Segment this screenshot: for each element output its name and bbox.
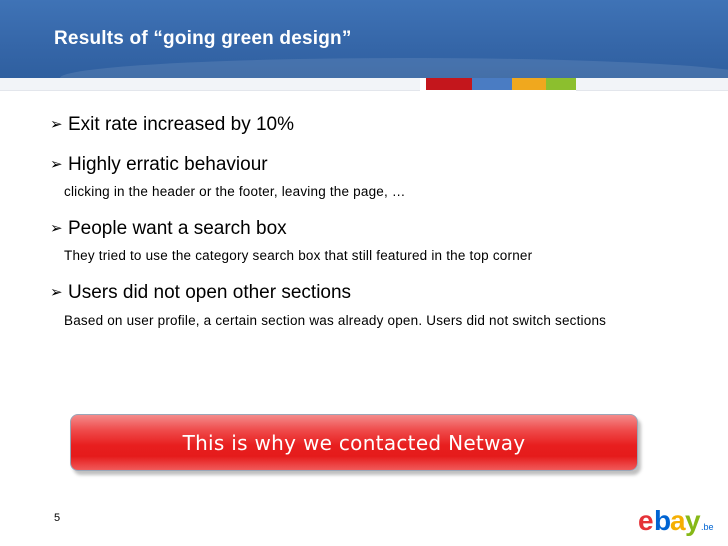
bullet-text: Highly erratic behaviour [68,154,268,175]
color-bar-light-segment-end [576,78,728,91]
bullet-text: Exit rate increased by 10% [68,114,295,135]
slide-title: Results of “going green design” [54,28,352,49]
bullet-item [50,278,690,334]
logo-suffix: .be [701,522,714,532]
color-bar-yellow-segment [512,78,546,90]
arrow-bullet-icon: ➢ [50,156,63,173]
bullet-item [50,214,690,268]
arrow-bullet-icon: ➢ [50,284,63,301]
logo-letter-b: b [654,505,670,536]
ebay-logo [634,496,724,536]
callout-text: This is why we contacted Netway [182,430,526,455]
logo-letter-e: e [638,505,652,536]
color-bar-light-segment [0,78,420,91]
slide-header [0,0,728,78]
bullet-text: People want a search box [68,218,287,239]
callout-box [70,414,638,471]
bullet-list [50,110,690,334]
color-bar-blue-segment [472,78,512,90]
arrow-bullet-icon: ➢ [50,220,63,237]
bullet-subtext: clicking in the header or the footer, leaving the page, … [64,184,406,199]
bullet-text: Users did not open other sections [68,282,352,303]
bullet-subtext: Based on user profile, a certain section was already open. Users did not switch sections [64,313,607,328]
header-color-bar [0,78,728,90]
color-bar-green-segment [546,78,576,90]
bullet-item [50,110,690,140]
logo-letter-a: a [670,505,684,536]
logo-letter-y: y [685,505,699,536]
color-bar-red-segment [426,78,472,90]
header-swoosh-decoration [60,58,728,78]
bullet-subtext: They tried to use the category search box that still featured in the top corner [64,248,533,263]
bullet-item [50,150,690,204]
arrow-bullet-icon: ➢ [50,116,63,133]
page-number: 5 [54,512,61,524]
